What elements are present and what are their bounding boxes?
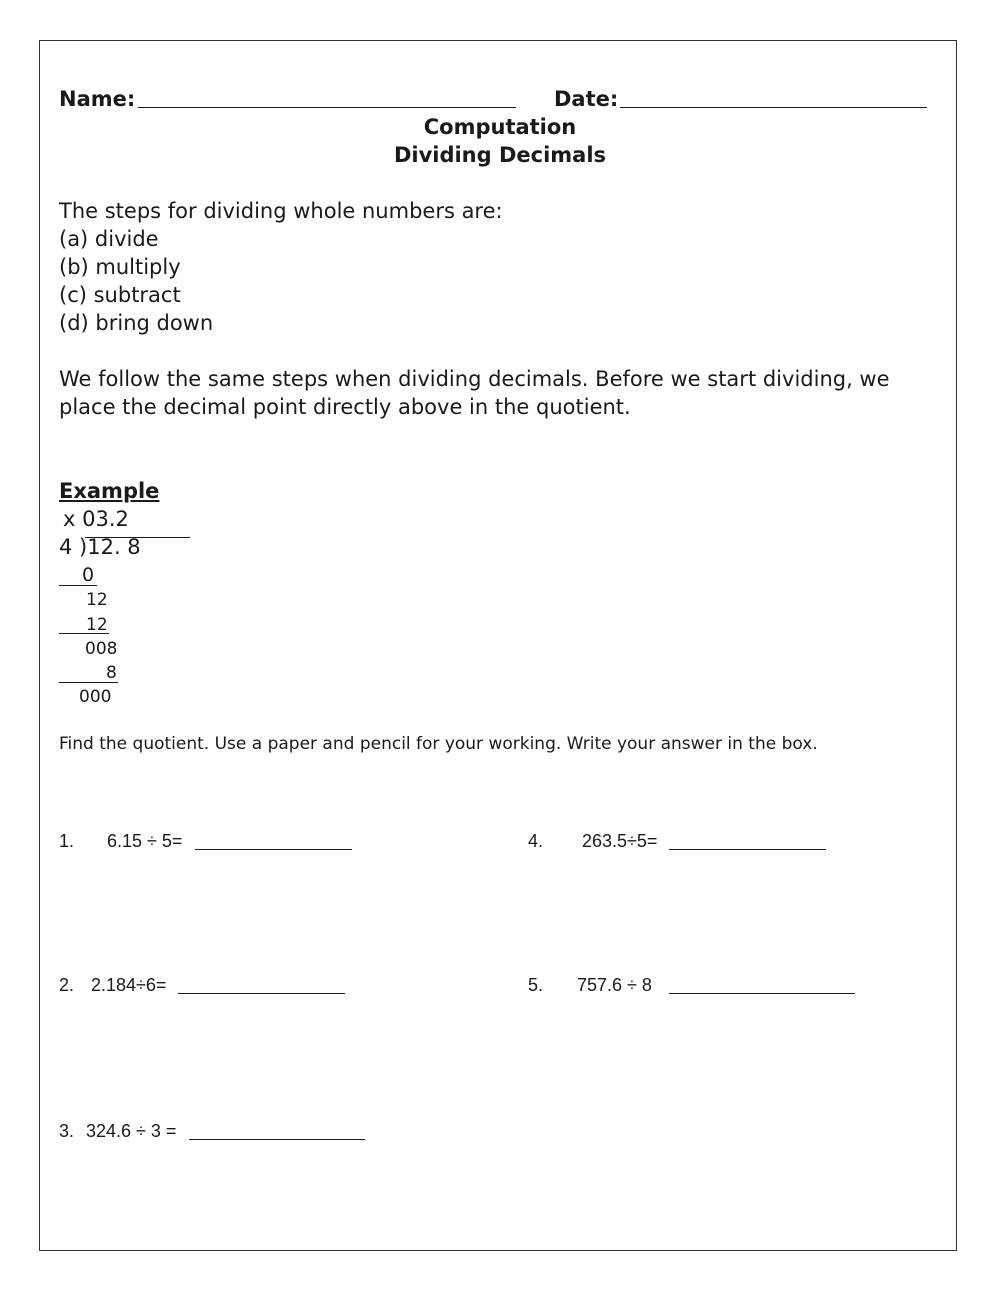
example-quotient: x 03.2 [63,507,129,531]
answer-field-4[interactable] [669,849,826,850]
problem-expression: 757.6 ÷ 8 [577,975,652,995]
example-divisor-dividend: 4 )12. 8 [59,535,141,559]
instruction-text: Find the quotient. Use a paper and pencil for your working. Write your answer in the box. [59,734,818,754]
example-heading: Example [59,479,160,503]
work-step: 12 [86,590,108,610]
name-field[interactable] [138,107,516,108]
problem-number: 2. [59,975,75,995]
work-step: 008 [85,639,118,659]
name-label: Name: [59,87,136,111]
date-label: Date: [554,87,619,111]
step-item: (b) multiply [59,255,181,279]
problem-expression: 6.15 ÷ 5= [107,831,183,851]
step-item: (a) divide [59,227,159,251]
problem-expression: 324.6 ÷ 3 = [86,1121,177,1141]
problem-number: 5. [528,975,544,995]
page-title: Computation [423,115,577,139]
work-step: 8 [106,663,117,683]
problem-expression: 2.184÷6= [91,975,167,995]
problem-number: 1. [59,831,75,851]
problem-number: 4. [528,831,544,851]
page-subtitle: Dividing Decimals [393,143,607,167]
work-rule [59,633,109,634]
answer-field-3[interactable] [189,1139,365,1140]
problem-number: 3. [59,1121,75,1141]
work-rule [59,682,118,683]
explanation-line-2: place the decimal point directly above in the quotient. [59,395,631,419]
explanation-line-1: We follow the same steps when dividing decimals. Before we start dividing, we [59,367,890,391]
date-field[interactable] [620,107,927,108]
work-step: 000 [79,687,112,707]
step-item: (c) subtract [59,283,181,307]
steps-lead: The steps for dividing whole numbers are: [59,199,503,223]
answer-field-2[interactable] [178,993,345,994]
work-rule [59,585,97,586]
work-step: 12 [86,615,108,635]
problem-expression: 263.5÷5= [582,831,658,851]
work-step: 0 [82,564,95,586]
step-item: (d) bring down [59,311,214,335]
answer-field-5[interactable] [669,993,855,994]
answer-field-1[interactable] [195,849,352,850]
